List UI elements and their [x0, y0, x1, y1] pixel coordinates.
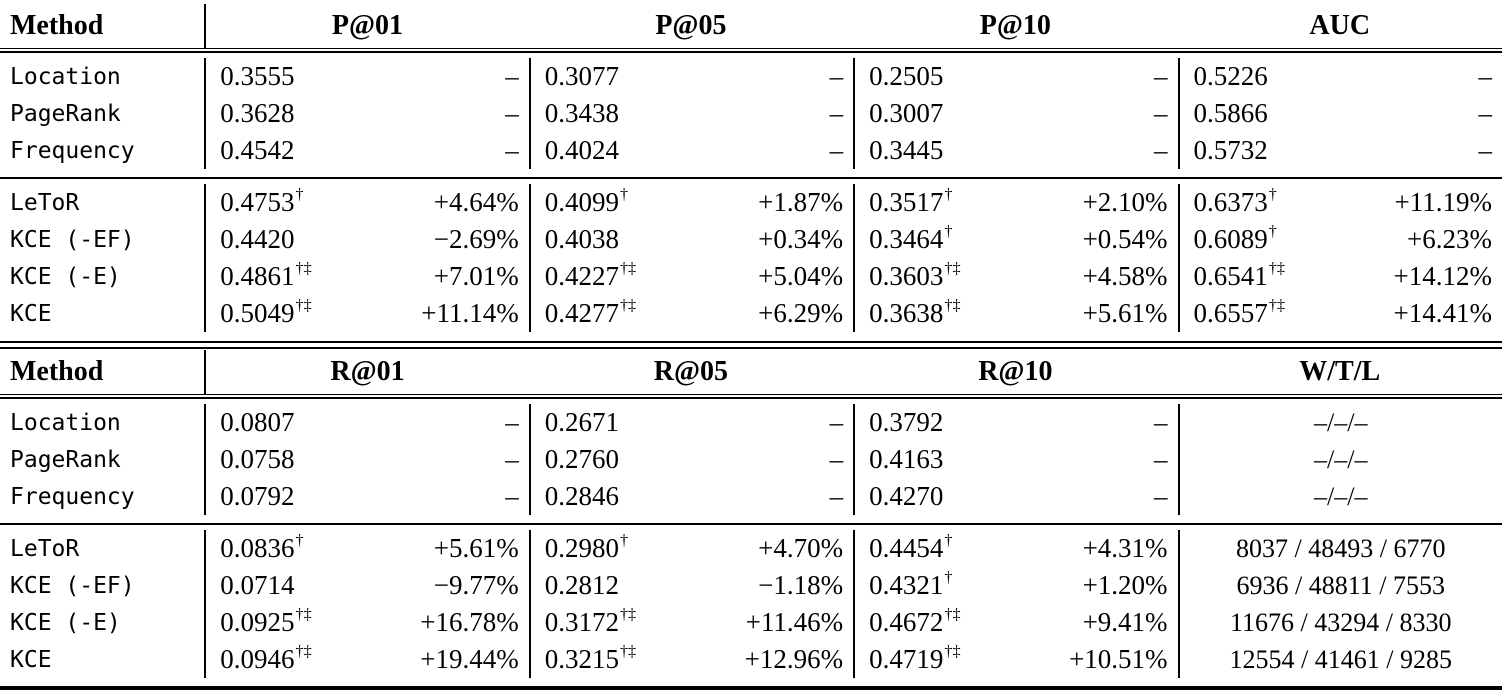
- metric-change: –: [829, 61, 844, 91]
- metric-change: –: [505, 61, 519, 91]
- results-table-recall: [0, 350, 1502, 686]
- table-separator-rule: [0, 341, 1502, 349]
- metric-change: –: [1154, 444, 1168, 474]
- metric-value: 0.4321 †: [853, 567, 1045, 604]
- method-name: Frequency: [10, 137, 135, 164]
- metric-value: 0.4227 †‡: [529, 258, 721, 295]
- metric-change: –: [829, 135, 844, 165]
- metric-change: +12.96%: [744, 644, 844, 674]
- metric-change: +4.64%: [433, 187, 519, 217]
- metric-value: [853, 404, 1045, 441]
- method-name: KCE (-EF): [10, 572, 135, 599]
- metric-change: –: [1154, 481, 1168, 511]
- baseline-rows-block: [0, 53, 1502, 177]
- wtl-value: –/–/–: [1178, 441, 1502, 478]
- method-name: LeToR: [10, 535, 80, 562]
- metric-value: [529, 95, 721, 132]
- metric-value: 0.6373 †: [1178, 184, 1370, 221]
- metric-change: +0.54%: [1082, 224, 1168, 254]
- metric-change: +1.87%: [758, 187, 844, 217]
- metric-change: +5.04%: [758, 261, 844, 291]
- value-text: 0.4099: [544, 187, 619, 217]
- value-text: 0.4719: [869, 644, 944, 674]
- metric-value: [853, 58, 1045, 95]
- metric-value: [853, 95, 1045, 132]
- metric-value: 0.5049 †‡: [204, 295, 396, 332]
- metric-change: –: [829, 444, 844, 474]
- column-header-method: Method: [10, 10, 104, 41]
- value-text: 0.4024: [544, 135, 619, 165]
- column-header-r05: R@05: [653, 356, 729, 387]
- metric-change: −9.77%: [433, 570, 519, 600]
- column-header-p01: P@01: [204, 4, 528, 48]
- metric-value: [1178, 58, 1370, 95]
- method-name: Location: [10, 409, 121, 436]
- method-name: Location: [10, 63, 121, 90]
- metric-value: 0.6541 †‡: [1178, 258, 1370, 295]
- metric-change: +4.70%: [758, 533, 844, 563]
- metric-change: +19.44%: [420, 644, 519, 674]
- metric-value: [529, 441, 721, 478]
- metric-value: 0.4753 †: [204, 184, 396, 221]
- wtl-value: 6936 / 48811 / 7553: [1178, 567, 1502, 604]
- metric-change: +4.31%: [1082, 533, 1168, 563]
- value-text: 0.2846: [544, 481, 619, 511]
- value-text: 0.2980: [544, 533, 619, 563]
- table-row: [0, 221, 1502, 258]
- metric-value: 0.4277 †‡: [529, 295, 721, 332]
- metric-change: +0.34%: [758, 224, 844, 254]
- metric-change: +7.01%: [433, 261, 519, 291]
- metric-change: +4.58%: [1082, 261, 1168, 291]
- value-text: 0.4163: [869, 444, 944, 474]
- metric-change: +11.46%: [745, 607, 844, 637]
- value-text: 0.0792: [220, 481, 295, 511]
- metric-change: +10.51%: [1069, 644, 1168, 674]
- metric-change: –: [1478, 98, 1492, 128]
- value-text: 0.4861: [220, 261, 295, 291]
- metric-value: 0.4719 †‡: [853, 641, 1045, 678]
- value-text: 0.4270: [869, 481, 944, 511]
- table-bottom-rule: [0, 686, 1502, 690]
- value-text: 0.0946: [220, 644, 295, 674]
- metric-value: 0.4099 †: [529, 184, 721, 221]
- column-header-p05: P@05: [655, 10, 727, 41]
- value-text: 0.0925: [220, 607, 295, 637]
- table-row: [0, 58, 1502, 95]
- value-text: 0.0807: [220, 407, 295, 437]
- metric-change: –: [829, 481, 844, 511]
- value-text: 0.0714: [220, 570, 295, 600]
- metric-change: –: [1154, 407, 1168, 437]
- method-name: Frequency: [10, 483, 135, 510]
- metric-change: –: [1154, 98, 1168, 128]
- column-header-r01: R@01: [204, 350, 528, 394]
- value-text: 0.3464: [869, 224, 944, 254]
- value-text: 0.4672: [869, 607, 944, 637]
- method-name: KCE: [10, 300, 52, 327]
- metric-value: [204, 567, 396, 604]
- value-text: 0.5226: [1193, 61, 1268, 91]
- value-text: 0.6541: [1193, 261, 1268, 291]
- metric-change: –: [1154, 61, 1168, 91]
- value-text: 0.3555: [220, 61, 295, 91]
- method-name: LeToR: [10, 189, 80, 216]
- metric-change: +14.12%: [1393, 261, 1492, 291]
- value-text: 0.3007: [869, 98, 944, 128]
- table-row: [0, 95, 1502, 132]
- value-text: 0.5049: [220, 298, 295, 328]
- metric-value: [853, 132, 1045, 169]
- metric-value: [204, 58, 396, 95]
- metric-value: [853, 478, 1045, 515]
- metric-value: [529, 58, 721, 95]
- metric-value: 0.3464 †: [853, 221, 1045, 258]
- value-text: 0.6089: [1193, 224, 1268, 254]
- metric-change: −2.69%: [433, 224, 519, 254]
- metric-value: 0.4672 †‡: [853, 604, 1045, 641]
- table-row: [0, 184, 1502, 221]
- metric-value: [529, 404, 721, 441]
- value-text: 0.3638: [869, 298, 944, 328]
- table-row: [0, 641, 1502, 678]
- metric-value: 0.0925 †‡: [204, 604, 396, 641]
- metric-value: [204, 478, 396, 515]
- metric-value: 0.3517 †: [853, 184, 1045, 221]
- value-text: 0.2812: [544, 570, 619, 600]
- table-row: [0, 404, 1502, 441]
- column-header-p10: P@10: [979, 10, 1051, 41]
- wtl-value: –/–/–: [1178, 478, 1502, 515]
- table-row: [0, 132, 1502, 169]
- method-name: PageRank: [10, 100, 121, 127]
- metric-value: [529, 567, 721, 604]
- value-text: 0.3792: [869, 407, 944, 437]
- metric-value: [204, 132, 396, 169]
- value-text: 0.4321: [869, 570, 944, 600]
- metric-value: [853, 441, 1045, 478]
- metric-value: 0.6089 †: [1178, 221, 1370, 258]
- metric-change: +5.61%: [433, 533, 519, 563]
- metric-change: –: [829, 98, 844, 128]
- metric-value: [529, 478, 721, 515]
- value-text: 0.4454: [869, 533, 944, 563]
- column-header-method: Method: [10, 356, 104, 387]
- value-text: 0.4038: [544, 224, 619, 254]
- metric-change: +11.19%: [1394, 187, 1492, 217]
- metric-change: –: [505, 135, 519, 165]
- method-rows-block: [0, 525, 1502, 686]
- metric-value: 0.3215 †‡: [529, 641, 721, 678]
- value-text: 0.3438: [544, 98, 619, 128]
- method-name: KCE (-EF): [10, 226, 135, 253]
- metric-value: 0.3172 †‡: [529, 604, 721, 641]
- value-text: 0.0836: [220, 533, 295, 563]
- table-row: [0, 567, 1502, 604]
- metric-change: –: [505, 444, 519, 474]
- value-text: 0.3517: [869, 187, 944, 217]
- metric-value: 0.2980 †: [529, 530, 721, 567]
- metric-value: [529, 221, 721, 258]
- value-text: 0.5866: [1193, 98, 1268, 128]
- value-text: 0.4277: [544, 298, 619, 328]
- value-text: 0.2671: [544, 407, 619, 437]
- value-text: 0.4420: [220, 224, 295, 254]
- method-name: PageRank: [10, 446, 121, 473]
- method-name: KCE (-E): [10, 609, 121, 636]
- metric-change: +5.61%: [1082, 298, 1168, 328]
- table-header-row: [0, 350, 1502, 394]
- method-name: KCE: [10, 646, 52, 673]
- value-text: 0.3445: [869, 135, 944, 165]
- column-header-wtl: W/T/L: [1299, 356, 1381, 387]
- metric-change: −1.18%: [758, 570, 844, 600]
- table-row: [0, 530, 1502, 567]
- value-text: 0.3215: [544, 644, 619, 674]
- metric-value: 0.0946 †‡: [204, 641, 396, 678]
- metric-change: +1.20%: [1082, 570, 1168, 600]
- metric-change: +6.29%: [758, 298, 844, 328]
- wtl-value: 11676 / 43294 / 8330: [1178, 604, 1502, 641]
- results-table-precision: [0, 4, 1502, 340]
- table-row: [0, 295, 1502, 332]
- metric-value: 0.3603 †‡: [853, 258, 1045, 295]
- table-row: [0, 604, 1502, 641]
- wtl-value: 12554 / 41461 / 9285: [1178, 641, 1502, 678]
- value-text: 0.4227: [544, 261, 619, 291]
- metric-change: –: [1478, 135, 1492, 165]
- table-row: [0, 441, 1502, 478]
- value-text: 0.0758: [220, 444, 295, 474]
- metric-change: –: [505, 407, 519, 437]
- value-text: 0.3603: [869, 261, 944, 291]
- metric-change: +2.10%: [1082, 187, 1168, 217]
- metric-value: 0.3638 †‡: [853, 295, 1045, 332]
- value-text: 0.3077: [544, 61, 619, 91]
- wtl-value: 8037 / 48493 / 6770: [1178, 530, 1502, 567]
- value-text: 0.2505: [869, 61, 944, 91]
- value-text: 0.3172: [544, 607, 619, 637]
- method-rows-block: [0, 179, 1502, 340]
- column-header-auc: AUC: [1309, 10, 1371, 41]
- metric-change: –: [1154, 135, 1168, 165]
- value-text: 0.2760: [544, 444, 619, 474]
- metric-value: [529, 132, 721, 169]
- metric-value: 0.4861 †‡: [204, 258, 396, 295]
- metric-change: –: [1478, 61, 1492, 91]
- metric-value: [204, 441, 396, 478]
- metric-change: +6.23%: [1406, 224, 1492, 254]
- metric-change: –: [505, 98, 519, 128]
- metric-change: –: [829, 407, 844, 437]
- value-text: 0.5732: [1193, 135, 1268, 165]
- metric-value: 0.0836 †: [204, 530, 396, 567]
- value-text: 0.6557: [1193, 298, 1268, 328]
- method-name: KCE (-E): [10, 263, 121, 290]
- table-row: [0, 258, 1502, 295]
- table-row: [0, 478, 1502, 515]
- baseline-rows-block: [0, 399, 1502, 523]
- value-text: 0.4542: [220, 135, 295, 165]
- metric-change: +11.14%: [421, 298, 519, 328]
- metric-value: 0.4454 †: [853, 530, 1045, 567]
- metric-change: +9.41%: [1082, 607, 1168, 637]
- value-text: 0.3628: [220, 98, 295, 128]
- metric-value: [1178, 132, 1370, 169]
- metric-value: 0.6557 †‡: [1178, 295, 1370, 332]
- column-header-r10: R@10: [978, 356, 1053, 387]
- table-header-row: [0, 4, 1502, 48]
- metric-value: [204, 221, 396, 258]
- metric-value: [204, 95, 396, 132]
- metric-change: –: [505, 481, 519, 511]
- metric-value: [204, 404, 396, 441]
- value-text: 0.6373: [1193, 187, 1268, 217]
- value-text: 0.4753: [220, 187, 295, 217]
- metric-change: +16.78%: [420, 607, 519, 637]
- metric-change: +14.41%: [1393, 298, 1492, 328]
- wtl-value: –/–/–: [1178, 404, 1502, 441]
- metric-value: [1178, 95, 1370, 132]
